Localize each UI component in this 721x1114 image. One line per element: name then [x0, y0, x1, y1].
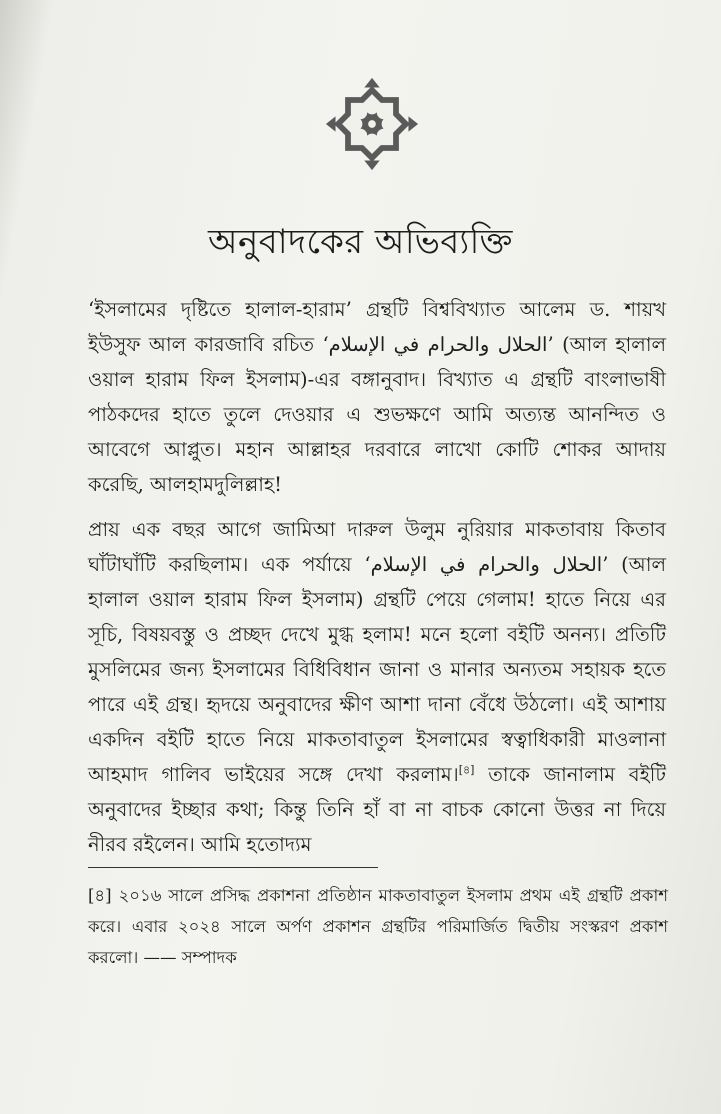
- footnote-text: ২০১৬ সালে প্রসিদ্ধ প্রকাশনা প্রতিষ্ঠান মাকতাবাতুল ইসলাম প্রথম এই গ্রন্থটি প্রকাশ করে। এবার ২০২৪ সালে অর্পণ প্রকাশন গ্রন্থটির পরিমার্জিত দ্বিতীয় সংস্করণ প্রকাশ করলো। —— সম্পাদক: [88, 886, 668, 967]
- footnote-reference: [৪]: [458, 763, 475, 777]
- body-paragraph-2: [88, 512, 666, 862]
- footnote: [88, 880, 668, 973]
- body-paragraph-2-continuation: তাকে জানালাম বইটি অনুবাদের ইচ্ছার কথা; কিন্তু তিনি হাঁ বা না বাচক কোনো উত্তর না দিয়ে নীরব রইলেন। আমি হতোদ্যম: [88, 763, 667, 856]
- islamic-star-ornament-icon: [324, 76, 420, 172]
- page-title: অনুবাদকের অভিব্যক্তি: [208, 222, 513, 262]
- body-paragraph-2-text: প্রায় এক বছর আগে জামিআ দারুল উলুম নুরিয়ার মাকতাবায় কিতাব ঘাঁটাঘাঁটি করছিলাম। এক পর্যায়ে ‘الحلال والحرام في الإسلام’ (আল হালাল ওয়াল হারাম ফিল ইসলাম) গ্রন্থটি পেয়ে গেলাম! হাতে নিয়ে এর সূচি, বিষয়বস্তু ও প্রচ্ছদ দেখে মুগ্ধ হলাম! মনে হলো বইটি অনন্য। প্রতিটি মুসলিমের জন্য ইসলামের বিধিবিধান জানা ও মানার অন্যতম সহায়ক হতে পারে এই গ্রন্থ। হৃদয়ে অনুবাদের ক্ষীণ আশা দানা বেঁধে উঠলো। এই আশায় একদিন বইটি হাতে নিয়ে মাকতাবাতুল ইসলামের স্বত্বাধিকারী মাওলানা আহমাদ গালিব ভাইয়ের সঙ্গে দেখা করলাম।: [88, 518, 667, 786]
- footnote-marker: [৪]: [88, 886, 112, 905]
- footnote-divider: [88, 867, 378, 868]
- body-paragraph-1: ‘ইসলামের দৃষ্টিতে হালাল-হারাম’ গ্রন্থটি বিশ্ববিখ্যাত আলেম ড. শায়খ ইউসুফ আল কারজাবি রচিত ‘الحلال والحرام في الإسلام’ (আল হালাল ওয়াল হারাম ফিল ইসলাম)-এর বঙ্গানুবাদ। বিখ্যাত এ গ্রন্থটি বাংলাভাষী পাঠকদের হাতে তুলে দেওয়ার এ শুভক্ষণে আমি অত্যন্ত আনন্দিত ও আবেগে আপ্লুত। মহান আল্লাহর দরবারে লাখো কোটি শোকর আদায় করেছি, আলহামদুলিল্লাহ!: [88, 298, 666, 496]
